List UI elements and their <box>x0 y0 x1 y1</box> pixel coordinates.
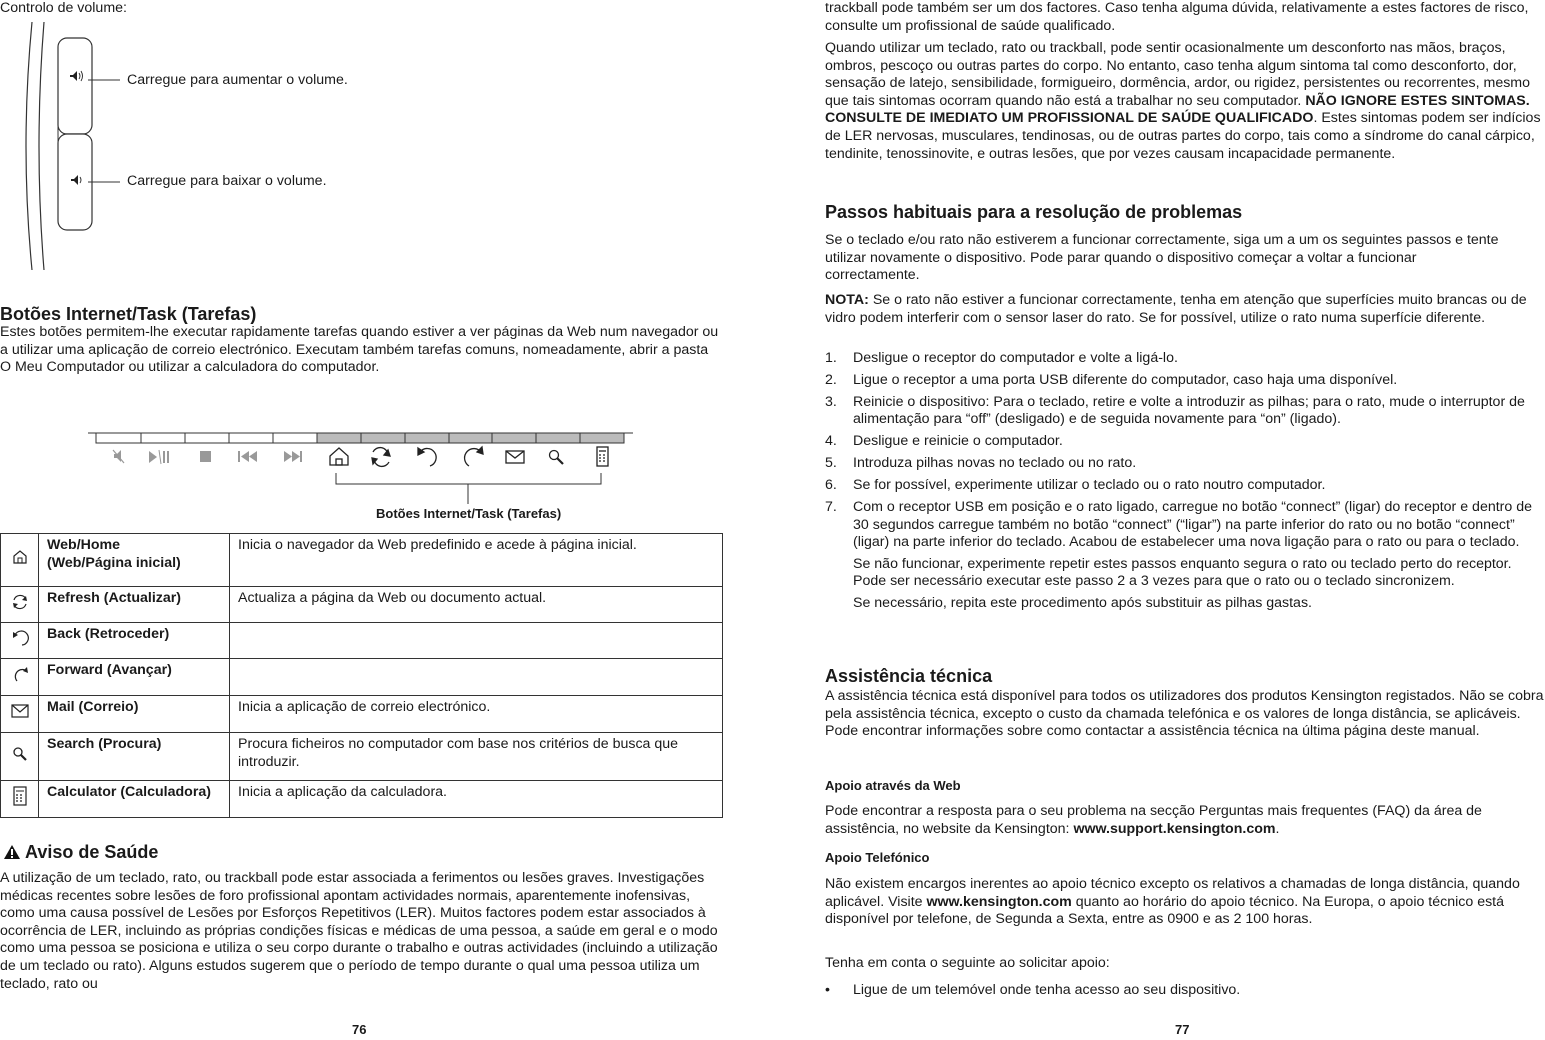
step-text: Desligue o receptor do computador e volte a ligá-lo. <box>853 350 1178 366</box>
function-name: Search (Procura) <box>39 733 230 781</box>
back-icon <box>1 623 39 659</box>
step-text: Ligue o receptor a uma porta USB diferente do computador, caso haja uma disponível. <box>853 371 1398 388</box>
internet-task-intro: Estes botões permitem-lhe executar rapidamente tarefas quando estiver a ver páginas da Web num navegador ou a utilizar uma aplicação de correio electrónico. Executam também tarefas comuns, nomeadamente, abrir a pasta O Meu Computador ou utilizar a calculadora do computador. <box>0 324 719 376</box>
function-name: Back (Retroceder) <box>39 623 230 659</box>
search-key-icon <box>550 451 564 465</box>
table-row <box>1 781 723 818</box>
symptoms-paragraph: Quando utilizar um teclado, rato ou trackball, pode sentir ocasionalmente um desconforto nas mãos, braços, ombros, pescoço ou outras partes do corpo. No entanto, caso tenha algum sintoma tal como desconforto, dor, sensação de latejo, sensibilidade, formigueiro, dormência, ardor, ou rigidez, persistentes ou recorrentes, mesmo que tais sintomas ocorram quando não está a trabalhar no seu computador. NÃO IGNORE ESTES SINTOMAS. CONSULTE DE IMEDIATO UM PROFISSIONAL DE SAÚDE QUALIFICADO. Estes sintomas podem ser indícios de LER nervosas, musculares, tendinosas, ou de outras partes do corpo, tais como a síndrome do canal cárpico, tendinite, tenossinovite, e outras lesões, que por vezes causam incapacidade permanente. <box>825 40 1541 162</box>
home-key-icon <box>330 448 348 465</box>
bullet-item: • Ligue de um telemóvel onde tenha acesso ao seu dispositivo. <box>825 982 1241 998</box>
list-item <box>825 372 1545 390</box>
mail-key-icon <box>506 451 524 463</box>
kensington-website-link[interactable]: www.kensington.com <box>926 893 1072 910</box>
keyboard-caption: Botões Internet/Task (Tarefas) <box>376 506 562 521</box>
forward-icon <box>1 659 39 696</box>
list-item <box>825 455 1545 473</box>
function-name: Refresh (Actualizar) <box>39 587 230 623</box>
mute-icon <box>113 450 124 463</box>
table-row <box>1 587 723 623</box>
troubleshooting-intro: Se o teclado e/ou rato não estiverem a funcionar correctamente, siga um a um os seguintes passos e tente utilizar novamente o dispositivo. Pode parar quando o dispositivo começar a voltar a funcionar correctamente. <box>825 232 1499 284</box>
step-text: Se for possível, experimente utilizar o teclado ou o rato noutro computador. <box>853 477 1326 494</box>
step-number: 3. <box>825 393 837 410</box>
back-key-icon <box>418 448 436 466</box>
remember-text: Tenha em conta o seguinte ao solicitar apoio: <box>825 955 1110 971</box>
table-row <box>1 623 723 659</box>
health-warning-continued: trackball pode também ser um dos factores. Caso tenha alguma dúvida, relativamente a estes factores de risco, consulte um profissional de saúde qualificado. <box>825 0 1529 34</box>
home-icon <box>1 534 39 587</box>
step-text: Introduza pilhas novas no teclado ou no rato. <box>853 455 1137 472</box>
list-item <box>825 477 1545 495</box>
mail-icon <box>1 696 39 733</box>
bullet-icon: • <box>825 982 830 998</box>
function-name: Forward (Avançar) <box>39 659 230 696</box>
function-description <box>230 659 723 696</box>
warning-icon <box>3 844 21 860</box>
play-pause-icon <box>149 450 169 464</box>
volume-label: Controlo de volume: <box>0 0 127 16</box>
table-row <box>1 696 723 733</box>
volume-up-label: Carregue para aumentar o volume. <box>127 72 348 88</box>
internet-task-table <box>0 533 723 818</box>
list-item <box>825 350 1545 368</box>
note-label: NOTA: <box>825 292 869 308</box>
symptoms-warning-bold: NÃO IGNORE ESTES SINTOMAS. CONSULTE DE IMEDIATO UM PROFISSIONAL DE SAÚDE QUALIFICADO <box>825 92 1530 127</box>
health-warning-text: A utilização de um teclado, rato, ou trackball pode estar associada a ferimentos ou lesões graves. Investigações médicas recentes sobre lesões de foro profissional apontam actividades normais, aparentemente inofensivas, como uma causa possível de Lesões por Esforços Repetitivos (LER). Muitos factores podem estar associados à ocorrência de LER, incluindo as próprias condições físicas e médicas de uma pessoa, a saúde em geral e o modo como uma pessoa se posiciona e utiliza o seu corpo durante o trabalho e outras actividades (incluindo a utilização de um teclado ou rato). Alguns estudos sugerem que o período de tempo durante o qual uma pessoa utiliza um teclado, rato ou <box>0 870 718 992</box>
refresh-key-icon <box>372 448 390 467</box>
volume-control-illustration <box>20 22 120 272</box>
health-heading: Aviso de Saúde <box>25 842 159 862</box>
step-note: Se não funcionar, experimente repetir estes passos enquanto segura o rato ou teclado perto do receptor. Pode ser necessário executar este passo 2 a 3 vezes para que o rato ou o teclado sincronizem. <box>853 555 1512 590</box>
support-heading: Assistência técnica <box>825 666 993 686</box>
troubleshooting-steps <box>825 350 1545 617</box>
function-name: Calculator (Calculadora) <box>39 781 230 818</box>
step-number: 4. <box>825 433 837 450</box>
step-text: Desligue e reinicie o computador. <box>853 433 1063 450</box>
step-text: Com o receptor USB em posição e o rato ligado, carregue no botão “connect” (ligar) do receptor e dentro de 30 segundos carregue também no botão “connect” (“ligar”) na parte inferior do rato ou no botão “connect” (ligar) na parte inferior do teclado. Acabou de estabelecer uma nova ligação para o rato ou para o teclado. <box>853 498 1533 551</box>
step-number: 7. <box>825 498 837 515</box>
calculator-key-icon <box>597 447 608 466</box>
next-track-icon <box>284 451 302 462</box>
step-number: 1. <box>825 350 837 366</box>
troubleshooting-heading: Passos habituais para a resolução de problemas <box>825 202 1243 222</box>
list-item <box>825 499 1545 613</box>
search-icon <box>1 733 39 781</box>
calculator-icon <box>1 781 39 818</box>
function-description <box>230 623 723 659</box>
step-number: 6. <box>825 477 837 494</box>
list-item <box>825 433 1545 451</box>
page-number-right: 77 <box>1175 1022 1190 1037</box>
page-number-left: 76 <box>352 1022 367 1037</box>
refresh-icon <box>1 587 39 623</box>
function-description: Inicia a aplicação de correio electrónico. <box>230 696 723 733</box>
support-website-link[interactable]: www.support.kensington.com <box>1073 820 1276 837</box>
step-text: Reinicie o dispositivo: Para o teclado, retire e volte a introduzir as pilhas; para o rato, mude o interruptor de alimentação para “off” (desligado) e de seguida novamente para “on” (ligado). <box>853 393 1525 428</box>
phone-support-heading: Apoio Telefónico <box>825 850 930 865</box>
table-row <box>1 534 723 587</box>
function-name: Mail (Correio) <box>39 696 230 733</box>
step-number: 5. <box>825 455 837 472</box>
table-row <box>1 733 723 781</box>
web-support-heading: Apoio através da Web <box>825 778 961 793</box>
volume-down-label: Carregue para baixar o volume. <box>127 173 327 189</box>
right-page <box>825 0 1545 1040</box>
support-text: A assistência técnica está disponível para todos os utilizadores dos produtos Kensington registados. Não se cobra pela assistência técnica, excepto o custo da chamada telefónica e os valores de longa distância, se aplicáveis. Pode encontrar informações sobre como contactar a assistência técnica na última página deste manual. <box>825 688 1544 740</box>
phone-support-text: Não existem encargos inerentes ao apoio técnico excepto os relativos a chamadas de longa distância, quando aplicável. Visite www.kensington.com quanto ao horário do apoio técnico. Na Europa, o apoio técnico está disponível por telefone, de Segunda a Sexta, entre as 0900 e as 2 100 horas. <box>825 876 1520 928</box>
stop-icon <box>200 451 211 462</box>
step-note: Se necessário, repita este procedimento após substituir as pilhas gastas. <box>853 594 1312 611</box>
function-description: Procura ficheiros no computador com base nos critérios de busca que introduzir. <box>230 733 723 781</box>
function-description: Actualiza a página da Web ou documento actual. <box>230 587 723 623</box>
previous-track-icon <box>238 451 257 462</box>
left-page <box>0 0 723 1040</box>
web-support-text: Pode encontrar a resposta para o seu problema na secção Perguntas mais frequentes (FAQ) da área de assistência, no website da Kensington: www.support.kensington.com. <box>825 803 1482 837</box>
internet-task-heading: Botões Internet/Task (Tarefas) <box>0 304 257 324</box>
step-number: 2. <box>825 371 837 388</box>
function-name: Web/Home (Web/Página inicial) <box>39 534 230 587</box>
function-description: Inicia o navegador da Web predefinido e acede à página inicial. <box>230 534 723 587</box>
function-description: Inicia a aplicação da calculadora. <box>230 781 723 818</box>
list-item <box>825 394 1545 429</box>
table-row <box>1 659 723 696</box>
forward-key-icon <box>465 447 483 466</box>
note-paragraph: NOTA: Se o rato não estiver a funcionar correctamente, tenha em atenção que superfícies muito brancas ou de vidro podem interferir com o sensor laser do rato. Se for possível, utilize o rato numa superfície diferente. <box>825 292 1527 326</box>
